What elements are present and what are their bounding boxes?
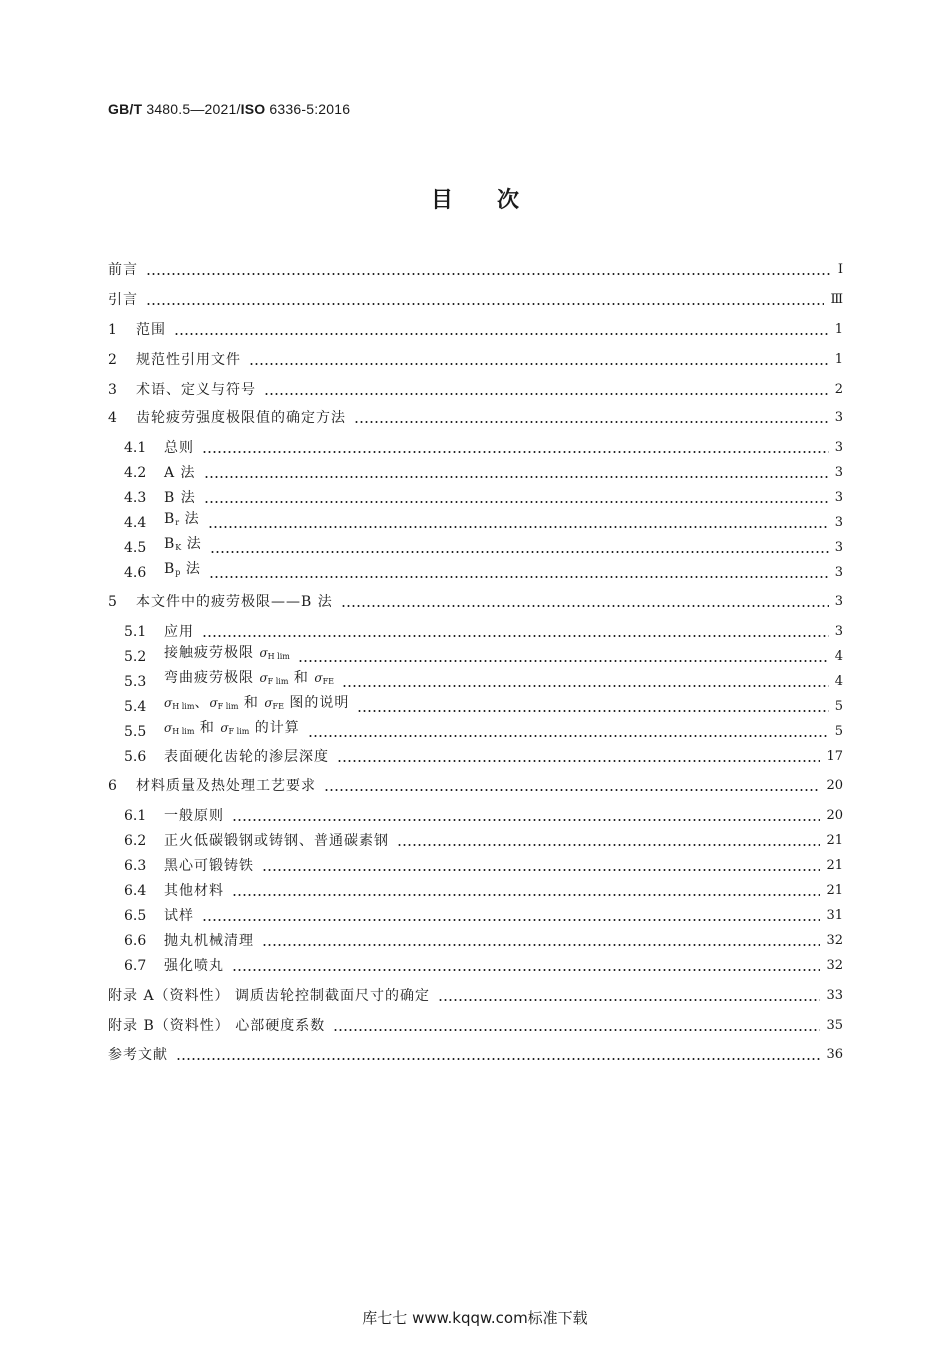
toc-leader-dots — [264, 393, 829, 395]
toc-entry-number: 6.5 — [124, 908, 147, 924]
toc-leader-dots — [341, 605, 829, 607]
toc-page-number: 3 — [834, 594, 843, 609]
toc-leader-dots — [262, 944, 820, 946]
toc-page-number: Ⅰ — [837, 262, 843, 277]
toc-entry-number: 5.4 — [124, 699, 147, 715]
toc-entry-number: 1 — [108, 322, 117, 338]
toc-leader-dots — [146, 273, 832, 275]
toc-leader-dots — [202, 919, 820, 921]
toc-entry[interactable] — [124, 622, 843, 642]
toc-entry-number: 5.3 — [124, 674, 147, 690]
iso-number: 6336-5:2016 — [265, 101, 351, 117]
toc-leader-dots — [342, 685, 829, 687]
toc-page-number: 5 — [834, 724, 843, 739]
toc-entry-label: 试样 — [164, 908, 194, 924]
toc-entry-label: 参考文献 — [108, 1047, 168, 1063]
toc-entry[interactable] — [124, 806, 843, 826]
toc-page-number: 3 — [834, 410, 843, 425]
toc-page-number: Ⅲ — [830, 292, 843, 307]
toc-leader-dots — [208, 526, 829, 528]
toc-entry-label: 附录 A（资料性） 调质齿轮控制截面尺寸的确定 — [108, 988, 431, 1004]
toc-entry-label: $B_r$ 法 — [164, 511, 200, 527]
toc-entry-number: 6.3 — [124, 858, 147, 874]
toc-leader-dots — [438, 999, 820, 1001]
toc-entry-number: 3 — [108, 382, 117, 398]
toc-leader-dots — [337, 760, 820, 762]
toc-page-number: 1 — [834, 352, 843, 367]
toc-leader-dots — [232, 969, 820, 971]
toc-leader-dots — [357, 710, 828, 712]
toc-entry[interactable] — [108, 380, 843, 400]
toc-page-number: 3 — [834, 565, 843, 580]
toc-entry[interactable] — [108, 986, 843, 1006]
toc-page-number: 31 — [826, 908, 843, 923]
toc-entry-number: 4.3 — [124, 490, 147, 506]
toc-entry-number: 5.2 — [124, 649, 147, 665]
toc-page-number: 4 — [834, 674, 843, 689]
toc-page-number: 3 — [834, 624, 843, 639]
toc-entry-label: 弯曲疲劳极限 $\sigma_{F lim}$ 和 $\sigma_{FE}$ — [164, 670, 334, 686]
toc-page-number: 3 — [834, 440, 843, 455]
toc-entry-label: 抛丸机械清理 — [164, 933, 254, 949]
toc-entry-number: 5.6 — [124, 749, 147, 765]
toc-entry-label: 规范性引用文件 — [136, 352, 241, 368]
toc-leader-dots — [204, 501, 829, 503]
toc-page-number: 32 — [826, 933, 843, 948]
toc-entry-label: $\sigma_{H lim}$ 和 $\sigma_{F lim}$ 的计算 — [164, 720, 300, 736]
toc-entry[interactable] — [124, 856, 843, 876]
toc-page-number: 2 — [834, 382, 843, 397]
toc-entry[interactable] — [108, 592, 843, 612]
toc-entry-number: 4.5 — [124, 540, 147, 556]
toc-leader-dots — [174, 333, 829, 335]
toc-entry-label: 表面硬化齿轮的渗层深度 — [164, 749, 329, 765]
toc-leader-dots — [249, 363, 829, 365]
toc-page-number: 3 — [834, 490, 843, 505]
toc-entry-label: 本文件中的疲劳极限——B 法 — [136, 594, 333, 610]
iso-prefix: ISO — [240, 101, 266, 117]
toc-entry[interactable] — [124, 906, 843, 926]
toc-entry[interactable] — [124, 831, 843, 851]
toc-entry-label: 引言 — [108, 292, 138, 308]
toc-leader-dots — [210, 551, 829, 553]
toc-leader-dots — [298, 660, 829, 662]
toc-entry-label: $B_K$ 法 — [164, 536, 202, 552]
toc-page-number: 35 — [826, 1018, 843, 1033]
toc-entry-label: 强化喷丸 — [164, 958, 224, 974]
toc-leader-dots — [232, 819, 820, 821]
toc-entry-label: 一般原则 — [164, 808, 224, 824]
toc-page-number: 21 — [826, 858, 843, 873]
toc-leader-dots — [146, 303, 824, 305]
toc-page-number: 36 — [826, 1047, 843, 1062]
toc-entry[interactable] — [124, 747, 843, 767]
toc-entry-label: 材料质量及热处理工艺要求 — [136, 778, 316, 794]
toc-entry[interactable] — [124, 647, 843, 667]
toc-entry-number: 6.4 — [124, 883, 147, 899]
toc-entry[interactable] — [124, 463, 843, 483]
toc-entry-number: 5 — [108, 594, 117, 610]
toc-leader-dots — [262, 869, 820, 871]
toc-entry[interactable] — [124, 438, 843, 458]
toc-entry[interactable] — [108, 776, 843, 796]
toc-leader-dots — [202, 635, 829, 637]
toc-entry[interactable] — [124, 513, 843, 533]
toc-leader-dots — [333, 1029, 820, 1031]
toc-entry-label: 附录 B（资料性） 心部硬度系数 — [108, 1018, 326, 1034]
toc-entry-number: 5.1 — [124, 624, 147, 640]
toc-entry[interactable] — [124, 956, 843, 976]
toc-page-number: 17 — [826, 749, 843, 764]
toc-entry[interactable] — [124, 931, 843, 951]
toc-entry-number: 4.4 — [124, 515, 147, 531]
toc-entry[interactable] — [124, 881, 843, 901]
toc-leader-dots — [397, 844, 820, 846]
toc-page-number: 4 — [834, 649, 843, 664]
toc-page-number: 20 — [826, 808, 843, 823]
toc-entry[interactable] — [124, 488, 843, 508]
toc-entry-number: 6.6 — [124, 933, 147, 949]
toc-entry-number: 4.2 — [124, 465, 147, 481]
toc-entry[interactable] — [108, 408, 843, 428]
toc-page-number: 3 — [834, 465, 843, 480]
toc-page-number: 1 — [834, 322, 843, 337]
toc-entry-label: 正火低碳锻钢或铸钢、普通碳素钢 — [164, 833, 389, 849]
toc-entry[interactable] — [108, 1016, 843, 1036]
toc-leader-dots — [354, 421, 829, 423]
toc-entry-number: 5.5 — [124, 724, 147, 740]
toc-entry[interactable] — [124, 722, 843, 742]
toc-entry[interactable] — [108, 1045, 843, 1065]
toc-entry[interactable] — [124, 672, 843, 692]
toc-leader-dots — [209, 576, 829, 578]
toc-entry-label: 齿轮疲劳强度极限值的确定方法 — [136, 410, 346, 426]
toc-entry-label: 应用 — [164, 624, 194, 640]
toc-leader-dots — [176, 1058, 820, 1060]
toc-page-number: 21 — [826, 833, 843, 848]
toc-page-number: 33 — [826, 988, 843, 1003]
toc-page-number: 32 — [826, 958, 843, 973]
toc-entry[interactable] — [124, 563, 843, 583]
toc-entry[interactable] — [108, 350, 843, 370]
standard-prefix: GB/T — [108, 101, 143, 117]
toc-page-number: 5 — [834, 699, 843, 714]
toc-entry[interactable] — [108, 260, 843, 280]
toc-page-number: 3 — [834, 515, 843, 530]
toc-entry-number: 4.6 — [124, 565, 147, 581]
toc-entry-number: 6 — [108, 778, 117, 794]
toc-entry-label: $\sigma_{H lim}$、$\sigma_{F lim}$ 和 $\sigma_{FE}$ 图的说明 — [164, 695, 350, 711]
toc-entry-label: 前言 — [108, 262, 138, 278]
toc-entry-number: 6.2 — [124, 833, 147, 849]
toc-entry-label: $B_p$ 法 — [164, 561, 201, 577]
toc-entry-number: 2 — [108, 352, 117, 368]
toc-entry-label: B 法 — [164, 490, 196, 506]
toc-entry-label: 接触疲劳极限 $\sigma_{H lim}$ — [164, 645, 290, 661]
toc-page-number: 3 — [834, 540, 843, 555]
toc-page-number: 21 — [826, 883, 843, 898]
page-title: 目次 — [430, 188, 563, 213]
toc-leader-dots — [204, 476, 829, 478]
toc-leader-dots — [202, 451, 829, 453]
standard-number: 3480.5—2021/ — [142, 101, 241, 117]
toc-leader-dots — [232, 894, 820, 896]
toc-entry[interactable] — [108, 290, 843, 310]
toc-entry-label: 黑心可锻铸铁 — [164, 858, 254, 874]
toc-entry-number: 4 — [108, 410, 117, 426]
toc-entry[interactable] — [124, 697, 843, 717]
toc-page-number: 20 — [826, 778, 843, 793]
toc-entry-label: 总则 — [164, 440, 194, 456]
toc-entry-number: 6.7 — [124, 958, 147, 974]
toc-entry-label: 范围 — [136, 322, 166, 338]
toc-entry-label: 其他材料 — [164, 883, 224, 899]
toc-entry[interactable] — [124, 538, 843, 558]
toc-entry-number: 4.1 — [124, 440, 147, 456]
toc-entry-number: 6.1 — [124, 808, 147, 824]
toc-leader-dots — [324, 789, 820, 791]
footer-watermark: 库七七 www.kqqw.com标准下载 — [362, 1309, 588, 1327]
toc-entry[interactable] — [108, 320, 843, 340]
toc-leader-dots — [308, 735, 829, 737]
toc-entry-label: A 法 — [164, 465, 196, 481]
toc-entry-label: 术语、定义与符号 — [136, 382, 256, 398]
